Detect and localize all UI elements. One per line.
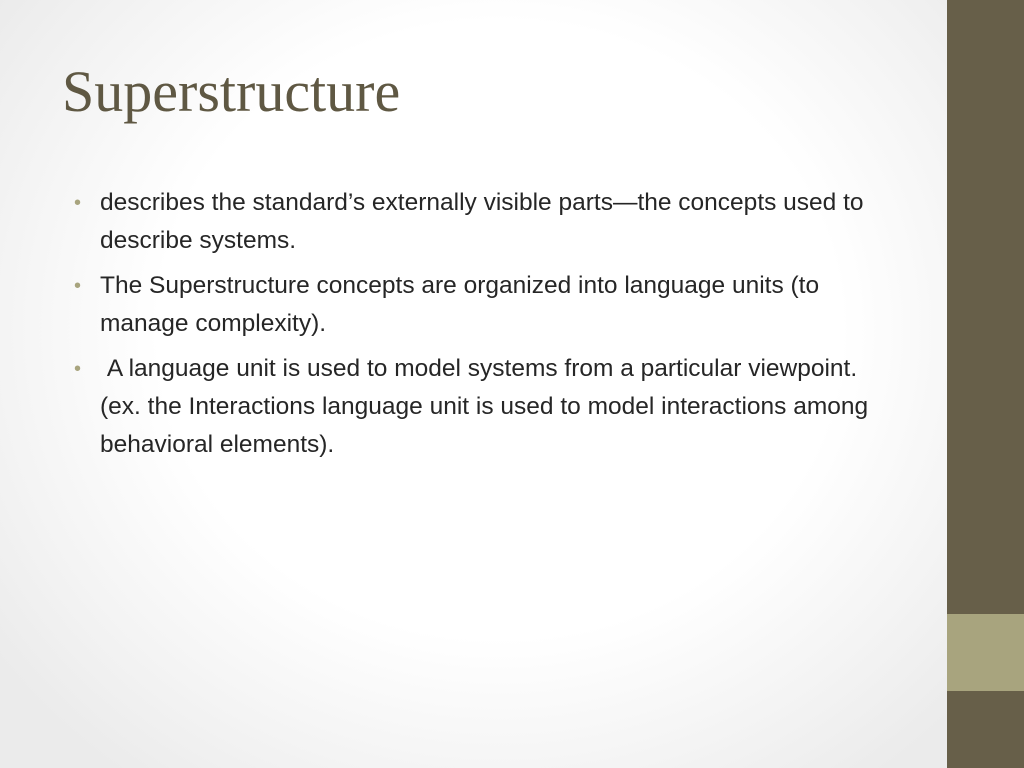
bullet-item [72, 184, 902, 260]
slide-title: Superstructure [62, 59, 401, 124]
bullet-list [72, 184, 902, 471]
bullet-item [72, 267, 902, 343]
bullet-text: The Superstructure concepts are organized into language units (to manage complexity). [100, 272, 826, 337]
bullet-icon: • [74, 358, 82, 380]
bullet-icon: • [74, 192, 82, 214]
bullet-item [72, 350, 902, 464]
right-sidebar-accent-block [947, 614, 1024, 691]
bullet-text: A language unit is used to model systems from a particular viewpoint. (ex. the Interactions language unit is used to model interactions among behavioral elements). [100, 355, 875, 458]
bullet-text: describes the standard’s externally visible parts—the concepts used to describe systems. [100, 189, 871, 254]
bullet-icon: • [74, 275, 82, 297]
